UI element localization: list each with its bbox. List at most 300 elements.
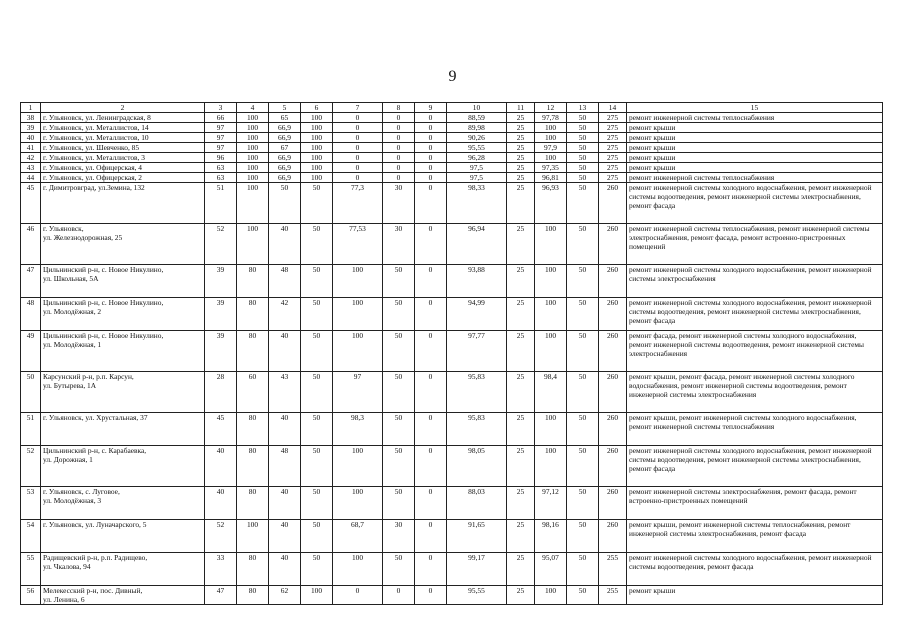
value-cell-col13: 50 xyxy=(567,372,599,413)
value-cell-col6: 50 xyxy=(301,553,333,586)
row-number-cell: 41 xyxy=(21,143,41,153)
table-row xyxy=(21,372,883,413)
value-cell-col6: 100 xyxy=(301,163,333,173)
value-cell-col14: 260 xyxy=(599,298,627,331)
work-type-cell: ремонт инженерной системы теплоснабжения, ремонт инженерной системы электроснабжения, ремонт фасада, ремонт встроенно-пристроенных помещений xyxy=(627,224,883,265)
value-cell-col14: 260 xyxy=(599,520,627,553)
table-row xyxy=(21,133,883,143)
value-cell-col11: 25 xyxy=(507,133,535,143)
value-cell-col5: 40 xyxy=(269,331,301,372)
value-cell-col7: 68,7 xyxy=(333,520,383,553)
value-cell-col8: 0 xyxy=(383,153,415,163)
value-cell-col4: 100 xyxy=(237,123,269,133)
column-number-header: 9 xyxy=(415,103,447,113)
address-line: ул. Железнодорожная, 25 xyxy=(43,233,123,242)
value-cell-col8: 50 xyxy=(383,372,415,413)
value-cell-col12: 100 xyxy=(535,413,567,446)
row-number-cell: 53 xyxy=(21,487,41,520)
address-line: ул. Школьная, 5А xyxy=(43,274,99,283)
row-number-cell: 46 xyxy=(21,224,41,265)
value-cell-col11: 25 xyxy=(507,331,535,372)
value-cell-col4: 80 xyxy=(237,413,269,446)
registry-table xyxy=(20,102,883,605)
address-line: г. Ульяновск, ул. Хрустальная, 37 xyxy=(43,413,148,422)
value-cell-col9: 0 xyxy=(415,163,447,173)
value-cell-col10: 98,33 xyxy=(447,183,507,224)
value-cell-col3: 51 xyxy=(205,183,237,224)
value-cell-col6: 50 xyxy=(301,520,333,553)
value-cell-col12: 100 xyxy=(535,133,567,143)
value-cell-col13: 50 xyxy=(567,163,599,173)
address-line: Карсунский р-н, р.п. Карсун, xyxy=(43,372,134,381)
address-line: г. Ульяновск, ул. Луначарского, 5 xyxy=(43,520,147,529)
value-cell-col5: 67 xyxy=(269,143,301,153)
work-type-cell: ремонт инженерной системы теплоснабжения xyxy=(627,173,883,183)
value-cell-col7: 0 xyxy=(333,113,383,123)
address-cell xyxy=(41,487,205,520)
value-cell-col14: 260 xyxy=(599,265,627,298)
value-cell-col9: 0 xyxy=(415,487,447,520)
value-cell-col6: 50 xyxy=(301,413,333,446)
work-type-cell: ремонт инженерной системы холодного водоснабжения, ремонт инженерной системы водоотведения, ремонт инженерной системы электроснабжения, ремонт фасада xyxy=(627,298,883,331)
value-cell-col4: 100 xyxy=(237,173,269,183)
value-cell-col7: 98,3 xyxy=(333,413,383,446)
value-cell-col10: 98,05 xyxy=(447,446,507,487)
row-number-cell: 56 xyxy=(21,586,41,605)
value-cell-col10: 95,83 xyxy=(447,372,507,413)
value-cell-col5: 66,9 xyxy=(269,153,301,163)
value-cell-col8: 50 xyxy=(383,446,415,487)
value-cell-col12: 100 xyxy=(535,446,567,487)
value-cell-col8: 0 xyxy=(383,113,415,123)
address-cell xyxy=(41,413,205,446)
column-number-header: 5 xyxy=(269,103,301,113)
value-cell-col10: 96,28 xyxy=(447,153,507,163)
row-number-cell: 42 xyxy=(21,153,41,163)
value-cell-col13: 50 xyxy=(567,265,599,298)
value-cell-col10: 95,55 xyxy=(447,586,507,605)
value-cell-col9: 0 xyxy=(415,224,447,265)
value-cell-col10: 94,99 xyxy=(447,298,507,331)
column-number-header: 13 xyxy=(567,103,599,113)
row-number-cell: 47 xyxy=(21,265,41,298)
value-cell-col4: 100 xyxy=(237,224,269,265)
value-cell-col4: 100 xyxy=(237,183,269,224)
value-cell-col14: 275 xyxy=(599,163,627,173)
value-cell-col10: 88,03 xyxy=(447,487,507,520)
value-cell-col7: 100 xyxy=(333,446,383,487)
value-cell-col7: 0 xyxy=(333,163,383,173)
value-cell-col14: 275 xyxy=(599,143,627,153)
value-cell-col12: 100 xyxy=(535,153,567,163)
column-number-header: 10 xyxy=(447,103,507,113)
address-line: г. Ульяновск, ул. Офицерская, 4 xyxy=(43,163,143,172)
value-cell-col10: 99,17 xyxy=(447,553,507,586)
column-number-header: 6 xyxy=(301,103,333,113)
value-cell-col12: 96,81 xyxy=(535,173,567,183)
address-cell xyxy=(41,183,205,224)
work-type-cell: ремонт крыши xyxy=(627,586,883,605)
value-cell-col9: 0 xyxy=(415,173,447,183)
value-cell-col7: 0 xyxy=(333,133,383,143)
row-number-cell: 38 xyxy=(21,113,41,123)
value-cell-col4: 80 xyxy=(237,446,269,487)
value-cell-col14: 260 xyxy=(599,487,627,520)
value-cell-col3: 52 xyxy=(205,224,237,265)
value-cell-col9: 0 xyxy=(415,446,447,487)
address-cell xyxy=(41,173,205,183)
value-cell-col3: 28 xyxy=(205,372,237,413)
column-number-header: 11 xyxy=(507,103,535,113)
value-cell-col13: 50 xyxy=(567,586,599,605)
value-cell-col13: 50 xyxy=(567,123,599,133)
value-cell-col9: 0 xyxy=(415,298,447,331)
address-cell xyxy=(41,520,205,553)
value-cell-col3: 39 xyxy=(205,265,237,298)
value-cell-col7: 0 xyxy=(333,123,383,133)
value-cell-col11: 25 xyxy=(507,113,535,123)
table-row xyxy=(21,413,883,446)
value-cell-col11: 25 xyxy=(507,446,535,487)
value-cell-col12: 100 xyxy=(535,224,567,265)
value-cell-col14: 275 xyxy=(599,173,627,183)
table-row xyxy=(21,487,883,520)
value-cell-col3: 97 xyxy=(205,143,237,153)
value-cell-col12: 97,78 xyxy=(535,113,567,123)
address-line: г. Ульяновск, ул. Металлистов, 10 xyxy=(43,133,149,142)
value-cell-col13: 50 xyxy=(567,143,599,153)
column-number-header: 15 xyxy=(627,103,883,113)
address-cell xyxy=(41,143,205,153)
value-cell-col11: 25 xyxy=(507,520,535,553)
value-cell-col6: 50 xyxy=(301,183,333,224)
value-cell-col12: 95,07 xyxy=(535,553,567,586)
table-row xyxy=(21,153,883,163)
table-row xyxy=(21,298,883,331)
value-cell-col11: 25 xyxy=(507,413,535,446)
value-cell-col14: 275 xyxy=(599,113,627,123)
address-line: ул. Ленина, 6 xyxy=(43,595,85,604)
address-line: ул. Молодёжная, 2 xyxy=(43,307,102,316)
row-number-cell: 54 xyxy=(21,520,41,553)
value-cell-col3: 97 xyxy=(205,133,237,143)
value-cell-col12: 100 xyxy=(535,331,567,372)
column-number-header: 1 xyxy=(21,103,41,113)
value-cell-col6: 50 xyxy=(301,446,333,487)
value-cell-col3: 40 xyxy=(205,446,237,487)
row-number-cell: 51 xyxy=(21,413,41,446)
value-cell-col13: 50 xyxy=(567,520,599,553)
address-line: г. Ульяновск, с. Луговое, xyxy=(43,487,120,496)
value-cell-col12: 98,4 xyxy=(535,372,567,413)
work-type-cell: ремонт крыши xyxy=(627,143,883,153)
value-cell-col14: 260 xyxy=(599,224,627,265)
address-cell xyxy=(41,372,205,413)
value-cell-col13: 50 xyxy=(567,224,599,265)
value-cell-col5: 66,9 xyxy=(269,163,301,173)
value-cell-col7: 0 xyxy=(333,143,383,153)
value-cell-col11: 25 xyxy=(507,173,535,183)
column-number-header: 12 xyxy=(535,103,567,113)
table-row xyxy=(21,586,883,605)
value-cell-col6: 50 xyxy=(301,298,333,331)
value-cell-col13: 50 xyxy=(567,153,599,163)
value-cell-col7: 0 xyxy=(333,586,383,605)
value-cell-col6: 50 xyxy=(301,331,333,372)
value-cell-col4: 80 xyxy=(237,331,269,372)
value-cell-col9: 0 xyxy=(415,586,447,605)
address-line: ул. Бутырева, 1А xyxy=(43,381,97,390)
value-cell-col12: 100 xyxy=(535,123,567,133)
value-cell-col13: 50 xyxy=(567,331,599,372)
value-cell-col14: 260 xyxy=(599,331,627,372)
value-cell-col11: 25 xyxy=(507,163,535,173)
value-cell-col12: 100 xyxy=(535,265,567,298)
row-number-cell: 45 xyxy=(21,183,41,224)
value-cell-col3: 45 xyxy=(205,413,237,446)
value-cell-col10: 95,83 xyxy=(447,413,507,446)
value-cell-col10: 97,5 xyxy=(447,173,507,183)
value-cell-col9: 0 xyxy=(415,153,447,163)
value-cell-col8: 50 xyxy=(383,298,415,331)
value-cell-col8: 0 xyxy=(383,163,415,173)
value-cell-col12: 97,12 xyxy=(535,487,567,520)
column-number-header: 14 xyxy=(599,103,627,113)
value-cell-col11: 25 xyxy=(507,586,535,605)
value-cell-col8: 0 xyxy=(383,143,415,153)
row-number-cell: 48 xyxy=(21,298,41,331)
value-cell-col10: 91,65 xyxy=(447,520,507,553)
value-cell-col14: 255 xyxy=(599,586,627,605)
value-cell-col6: 50 xyxy=(301,265,333,298)
table-row xyxy=(21,183,883,224)
address-line: ул. Дорожная, 1 xyxy=(43,455,93,464)
value-cell-col6: 100 xyxy=(301,586,333,605)
address-line: г. Ульяновск, ул. Металлистов, 14 xyxy=(43,123,149,132)
value-cell-col14: 275 xyxy=(599,123,627,133)
value-cell-col9: 0 xyxy=(415,331,447,372)
value-cell-col3: 47 xyxy=(205,586,237,605)
value-cell-col8: 50 xyxy=(383,413,415,446)
value-cell-col7: 97 xyxy=(333,372,383,413)
value-cell-col6: 50 xyxy=(301,487,333,520)
value-cell-col4: 100 xyxy=(237,143,269,153)
address-cell xyxy=(41,163,205,173)
value-cell-col12: 97,35 xyxy=(535,163,567,173)
value-cell-col4: 100 xyxy=(237,153,269,163)
value-cell-col5: 43 xyxy=(269,372,301,413)
value-cell-col6: 100 xyxy=(301,133,333,143)
value-cell-col6: 50 xyxy=(301,372,333,413)
value-cell-col9: 0 xyxy=(415,113,447,123)
table-row xyxy=(21,123,883,133)
address-line: ул. Молодёжная, 3 xyxy=(43,496,102,505)
value-cell-col3: 39 xyxy=(205,298,237,331)
row-number-cell: 55 xyxy=(21,553,41,586)
value-cell-col10: 97,77 xyxy=(447,331,507,372)
value-cell-col7: 0 xyxy=(333,173,383,183)
value-cell-col10: 96,94 xyxy=(447,224,507,265)
table-row xyxy=(21,446,883,487)
work-type-cell: ремонт инженерной системы электроснабжения, ремонт фасада, ремонт встроенно-пристроенных помещений xyxy=(627,487,883,520)
value-cell-col9: 0 xyxy=(415,553,447,586)
address-line: Цильнинский р-н, с. Карабаевка, xyxy=(43,446,147,455)
value-cell-col12: 97,9 xyxy=(535,143,567,153)
work-type-cell: ремонт крыши xyxy=(627,123,883,133)
value-cell-col10: 95,55 xyxy=(447,143,507,153)
value-cell-col6: 100 xyxy=(301,143,333,153)
value-cell-col8: 0 xyxy=(383,133,415,143)
value-cell-col11: 25 xyxy=(507,487,535,520)
value-cell-col3: 40 xyxy=(205,487,237,520)
row-number-cell: 52 xyxy=(21,446,41,487)
value-cell-col5: 66,9 xyxy=(269,123,301,133)
value-cell-col6: 100 xyxy=(301,153,333,163)
row-number-cell: 43 xyxy=(21,163,41,173)
value-cell-col5: 62 xyxy=(269,586,301,605)
value-cell-col9: 0 xyxy=(415,265,447,298)
table-row xyxy=(21,173,883,183)
value-cell-col6: 50 xyxy=(301,224,333,265)
value-cell-col6: 100 xyxy=(301,173,333,183)
page-number: 9 xyxy=(448,68,457,85)
table-row xyxy=(21,265,883,298)
value-cell-col9: 0 xyxy=(415,413,447,446)
value-cell-col8: 0 xyxy=(383,173,415,183)
work-type-cell: ремонт крыши, ремонт фасада, ремонт инженерной системы холодного водоснабжения, ремонт инженерной системы водоотведения, ремонт инженерной системы электроснабжения xyxy=(627,372,883,413)
value-cell-col11: 25 xyxy=(507,123,535,133)
address-line: Мелекесский р-н, пос. Дивный, xyxy=(43,586,143,595)
work-type-cell: ремонт инженерной системы холодного водоснабжения, ремонт инженерной системы водоотведения, ремонт фасада xyxy=(627,553,883,586)
value-cell-col11: 25 xyxy=(507,265,535,298)
value-cell-col5: 42 xyxy=(269,298,301,331)
value-cell-col12: 98,16 xyxy=(535,520,567,553)
address-cell xyxy=(41,113,205,123)
address-line: г. Димитровград, ул.Земина, 132 xyxy=(43,183,145,192)
address-line: г. Ульяновск, ул. Ленинградская, 8 xyxy=(43,113,151,122)
value-cell-col8: 50 xyxy=(383,331,415,372)
row-number-cell: 39 xyxy=(21,123,41,133)
value-cell-col8: 30 xyxy=(383,224,415,265)
value-cell-col3: 66 xyxy=(205,113,237,123)
column-number-header: 4 xyxy=(237,103,269,113)
value-cell-col7: 77,3 xyxy=(333,183,383,224)
address-line: Цильнинский р-н, с. Новое Никулино, xyxy=(43,265,164,274)
value-cell-col4: 100 xyxy=(237,163,269,173)
column-number-header: 7 xyxy=(333,103,383,113)
value-cell-col11: 25 xyxy=(507,153,535,163)
value-cell-col4: 80 xyxy=(237,487,269,520)
value-cell-col7: 100 xyxy=(333,298,383,331)
value-cell-col6: 100 xyxy=(301,123,333,133)
value-cell-col7: 100 xyxy=(333,553,383,586)
value-cell-col10: 93,88 xyxy=(447,265,507,298)
value-cell-col10: 88,59 xyxy=(447,113,507,123)
value-cell-col13: 50 xyxy=(567,173,599,183)
address-line: ул. Чкалова, 94 xyxy=(43,562,91,571)
value-cell-col5: 40 xyxy=(269,520,301,553)
work-type-cell: ремонт инженерной системы холодного водоснабжения, ремонт инженерной системы водоотведения, ремонт инженерной системы электроснабжения, ремонт фасада xyxy=(627,183,883,224)
value-cell-col4: 100 xyxy=(237,133,269,143)
table-row xyxy=(21,224,883,265)
value-cell-col3: 96 xyxy=(205,153,237,163)
value-cell-col10: 90,26 xyxy=(447,133,507,143)
value-cell-col8: 50 xyxy=(383,265,415,298)
value-cell-col5: 66,9 xyxy=(269,173,301,183)
value-cell-col5: 48 xyxy=(269,265,301,298)
value-cell-col9: 0 xyxy=(415,143,447,153)
value-cell-col4: 80 xyxy=(237,265,269,298)
value-cell-col9: 0 xyxy=(415,183,447,224)
value-cell-col5: 40 xyxy=(269,224,301,265)
address-line: г. Ульяновск, ул. Шевченко, 85 xyxy=(43,143,140,152)
value-cell-col5: 40 xyxy=(269,553,301,586)
address-cell xyxy=(41,553,205,586)
value-cell-col9: 0 xyxy=(415,520,447,553)
address-cell xyxy=(41,123,205,133)
value-cell-col13: 50 xyxy=(567,113,599,123)
value-cell-col8: 30 xyxy=(383,183,415,224)
value-cell-col11: 25 xyxy=(507,553,535,586)
value-cell-col13: 50 xyxy=(567,487,599,520)
value-cell-col14: 275 xyxy=(599,133,627,143)
value-cell-col11: 25 xyxy=(507,224,535,265)
address-cell xyxy=(41,298,205,331)
value-cell-col13: 50 xyxy=(567,446,599,487)
value-cell-col8: 50 xyxy=(383,487,415,520)
value-cell-col13: 50 xyxy=(567,183,599,224)
value-cell-col11: 25 xyxy=(507,372,535,413)
value-cell-col14: 260 xyxy=(599,413,627,446)
value-cell-col11: 25 xyxy=(507,143,535,153)
address-cell xyxy=(41,153,205,163)
table-row xyxy=(21,520,883,553)
value-cell-col5: 66,9 xyxy=(269,133,301,143)
value-cell-col4: 100 xyxy=(237,520,269,553)
value-cell-col7: 77,53 xyxy=(333,224,383,265)
column-number-row xyxy=(21,103,883,113)
value-cell-col5: 65 xyxy=(269,113,301,123)
table-row xyxy=(21,163,883,173)
value-cell-col3: 63 xyxy=(205,173,237,183)
value-cell-col8: 50 xyxy=(383,553,415,586)
value-cell-col13: 50 xyxy=(567,413,599,446)
value-cell-col14: 260 xyxy=(599,446,627,487)
value-cell-col4: 60 xyxy=(237,372,269,413)
work-type-cell: ремонт инженерной системы теплоснабжения xyxy=(627,113,883,123)
table-row xyxy=(21,331,883,372)
work-type-cell: ремонт фасада, ремонт инженерной системы холодного водоснабжения, ремонт инженерной системы водоотведения, ремонт инженерной системы электроснабжения xyxy=(627,331,883,372)
address-line: г. Ульяновск, ул. Металлистов, 3 xyxy=(43,153,145,162)
row-number-cell: 49 xyxy=(21,331,41,372)
row-number-cell: 40 xyxy=(21,133,41,143)
value-cell-col4: 80 xyxy=(237,553,269,586)
row-number-cell: 44 xyxy=(21,173,41,183)
row-number-cell: 50 xyxy=(21,372,41,413)
value-cell-col3: 52 xyxy=(205,520,237,553)
address-line: Радищевский р-н, р.п. Радищево, xyxy=(43,553,148,562)
value-cell-col9: 0 xyxy=(415,123,447,133)
value-cell-col5: 40 xyxy=(269,413,301,446)
value-cell-col12: 100 xyxy=(535,298,567,331)
value-cell-col3: 39 xyxy=(205,331,237,372)
value-cell-col7: 100 xyxy=(333,331,383,372)
work-type-cell: ремонт крыши, ремонт инженерной системы теплоснабжения, ремонт инженерной системы электроснабжения, ремонт фасада xyxy=(627,520,883,553)
value-cell-col3: 97 xyxy=(205,123,237,133)
address-cell xyxy=(41,133,205,143)
address-cell xyxy=(41,265,205,298)
value-cell-col11: 25 xyxy=(507,183,535,224)
